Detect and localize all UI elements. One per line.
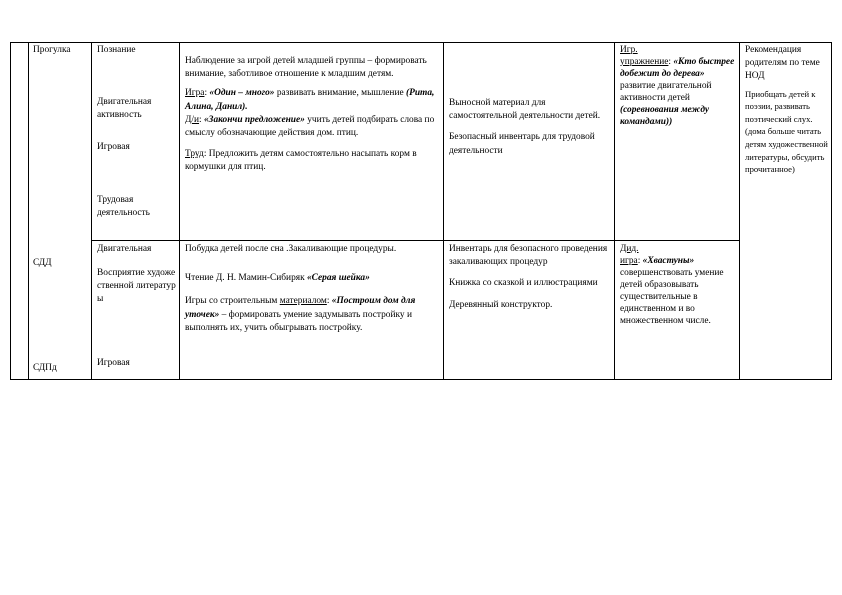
- materials-cell-row1: [449, 97, 611, 164]
- period-sdpd-label: СДПд: [33, 363, 57, 373]
- period-sdd-label: СДД: [33, 258, 52, 268]
- didactic-game-paragraph: [185, 114, 439, 140]
- construction-prefix: Игры со строительным: [185, 296, 280, 307]
- zone-motor: Двигательная активность: [97, 97, 152, 121]
- observation-text: Наблюдение за игрой детей младшей группы – формировать внимание, заботливое отношение к младшим детям.: [185, 56, 427, 80]
- reading-paragraph: [185, 272, 439, 285]
- activities-cell-row1: [185, 55, 439, 181]
- table-border-right: [831, 42, 832, 380]
- exercise-name: «Кто быстрее добежит до дерева»: [620, 57, 735, 79]
- game-kids: (Рита, Алина, Данил).: [185, 88, 435, 112]
- materials-cell-row2: [449, 243, 611, 318]
- activities-cell-row2: [185, 243, 439, 341]
- construction-colon: :: [326, 296, 332, 307]
- zones-cell-row1: [97, 44, 177, 219]
- didactic2-text: совершенствовать умение детей образовывать существительные в единственном и во множественном числе.: [620, 268, 724, 326]
- zone-play: Игровая: [97, 142, 130, 152]
- table-border-left: [10, 42, 11, 380]
- game-colon: :: [204, 88, 210, 99]
- wake-up-text: Побудка детей после сна .Закаливающие процедуры.: [185, 244, 397, 254]
- didactic-name: «Закончи предложение»: [203, 114, 305, 125]
- column-divider: [614, 42, 615, 380]
- exercise-note: (соревнования между командами)): [620, 105, 710, 127]
- didactic2-label-2: игра: [620, 256, 638, 266]
- reading-title: «Серая шейка»: [306, 273, 370, 284]
- didactic-label: Д/и: [185, 114, 200, 125]
- zone-cognition: Познание: [97, 45, 136, 55]
- zone-literature: Восприятие художественной литературы: [97, 268, 176, 305]
- labor-paragraph: [185, 148, 439, 174]
- didactic-text: учить детей подбирать слова по смыслу обозначающие действия дом. птиц.: [185, 114, 435, 139]
- construction-material: материалом: [279, 296, 327, 307]
- zone-motor-2: Двигательная: [97, 244, 152, 254]
- parents-title: Рекомендация родителям по теме НОД: [745, 45, 820, 82]
- table-border-bottom: [10, 379, 832, 380]
- didactic2-name: «Хвастуны»: [642, 256, 695, 266]
- exercise-label-1: Игр.: [620, 45, 638, 55]
- material-labor: Безопасный инвентарь для трудовой деятельности: [449, 132, 595, 156]
- individual-cell-row2: [620, 243, 737, 327]
- parents-cell: [745, 44, 829, 182]
- labor-text: : Предложить детям самостоятельно насыпать корм в кормушки для птиц.: [185, 149, 417, 173]
- column-divider: [28, 42, 29, 380]
- exercise-label-2: упражнение: [620, 57, 669, 67]
- material-hardening: Инвентарь для безопасного проведения закаливающих процедур: [449, 244, 608, 268]
- didactic2-colon: :: [637, 256, 643, 266]
- zone-labor: Трудовая деятельность: [97, 195, 150, 219]
- material-constructor: Деревянный конструктор.: [449, 299, 553, 310]
- row-divider: [91, 240, 740, 241]
- labor-label: Труд: [185, 149, 204, 160]
- game-text: развивать внимание, мышление: [274, 88, 406, 99]
- game-label: Игра: [185, 88, 205, 99]
- exercise-colon: :: [668, 57, 674, 67]
- game-name: «Один – много»: [209, 88, 275, 99]
- construction-paragraph: [185, 295, 439, 335]
- didactic-colon: :: [199, 114, 204, 125]
- parents-text: Приобщать детей к поэзии, развивать поэтический слух. (дома больше читать детям художественной литературы, обсудить прочитанное): [745, 88, 828, 175]
- construction-text: – формировать умение задумывать постройку и выполнять их, учить обыгрывать постройку.: [185, 309, 412, 333]
- column-divider: [443, 42, 444, 380]
- period-walk: [33, 44, 71, 57]
- material-book: Книжка со сказкой и иллюстрациями: [449, 278, 598, 289]
- column-divider: [739, 42, 740, 380]
- table-border-top: [10, 42, 832, 43]
- column-divider: [91, 42, 92, 380]
- zones-cell-row2: [97, 243, 177, 368]
- period-label: Прогулка: [33, 45, 71, 55]
- game-paragraph: [185, 87, 439, 113]
- construction-name: «Построим дом для уточек»: [185, 296, 416, 320]
- column-divider: [179, 42, 180, 380]
- reading-text: Чтение Д. Н. Мамин-Сибиряк: [185, 273, 307, 284]
- individual-cell-row1: [620, 44, 737, 128]
- didactic2-label-1: Дид.: [620, 244, 639, 254]
- period-sdpd: [33, 362, 57, 375]
- exercise-text: развитие двигательной активности детей: [620, 81, 712, 103]
- period-sdd: [33, 257, 52, 270]
- zone-play-2: Игровая: [97, 358, 130, 368]
- material-outdoor: Выносной материал для самостоятельной деятельности детей.: [449, 98, 601, 122]
